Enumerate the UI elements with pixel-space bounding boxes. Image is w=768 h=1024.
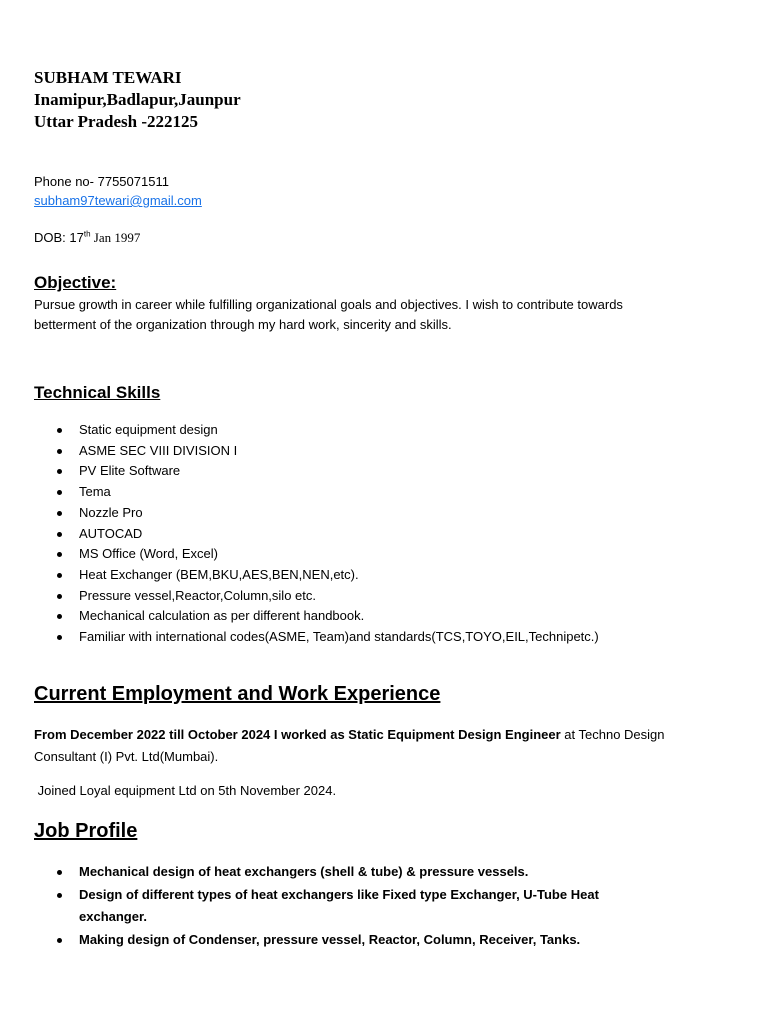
dob-suffix: Jan 1997 (90, 230, 141, 245)
address-line-2: Uttar Pradesh -222125 (34, 112, 198, 131)
employment-company: at Techno Design Consultant (I) Pvt. Ltd(Mumbai). (34, 727, 665, 764)
job-profile-item: Making design of Condenser, pressure vessel, Reactor, Column, Receiver, Tanks. (34, 929, 654, 951)
job-profile-heading: Job Profile (34, 820, 138, 842)
job-profile-list (34, 861, 654, 952)
objective-text: Pursue growth in career while fulfilling organizational goals and objectives. I wish to contribute towards betterment of the organization through my hard work, sincerity and skills. (34, 297, 623, 332)
skill-item: MS Office (Word, Excel) (34, 544, 734, 565)
job-profile-item: Mechanical design of heat exchangers (shell & tube) & pressure vessels. (34, 861, 654, 883)
joined-text: Joined Loyal equipment Ltd on 5th November 2024. (34, 783, 337, 798)
skill-item: Familiar with international codes(ASME, Team)and standards(TCS,TOYO,EIL,Technipetc.) (34, 627, 734, 648)
dob-superscript: th (83, 229, 91, 239)
dob-prefix: DOB: 17 (34, 230, 84, 245)
employment-role: From December 2022 till October 2024 I worked as Static Equipment Design Engineer (34, 727, 561, 742)
employment-heading: Current Employment and Work Experience (34, 683, 441, 705)
skill-item: PV Elite Software (34, 461, 734, 482)
date-of-birth (34, 228, 140, 248)
address-line-1: Inamipur,Badlapur,Jaunpur (34, 90, 241, 109)
technical-skills-list (34, 420, 734, 648)
email-link[interactable]: subham97tewari@gmail.com (34, 193, 202, 208)
technical-skills-heading: Technical Skills (34, 383, 161, 402)
skill-item: Tema (34, 482, 734, 503)
skill-item: Nozzle Pro (34, 503, 734, 524)
skill-item: Static equipment design (34, 420, 734, 441)
skill-item: Pressure vessel,Reactor,Column,silo etc. (34, 586, 734, 607)
candidate-name: SUBHAM TEWARI (34, 68, 182, 87)
phone-number: Phone no- 7755071511 (34, 174, 169, 189)
skill-item: Mechanical calculation as per different handbook. (34, 606, 734, 627)
skill-item: Heat Exchanger (BEM,BKU,AES,BEN,NEN,etc). (34, 565, 734, 586)
skill-item: AUTOCAD (34, 524, 734, 545)
objective-heading: Objective: (34, 273, 117, 292)
skill-item: ASME SEC VIII DIVISION I (34, 441, 734, 462)
employment-text (34, 724, 684, 768)
job-profile-item: Design of different types of heat exchangers like Fixed type Exchanger, U-Tube Heat exchanger. (34, 884, 654, 927)
